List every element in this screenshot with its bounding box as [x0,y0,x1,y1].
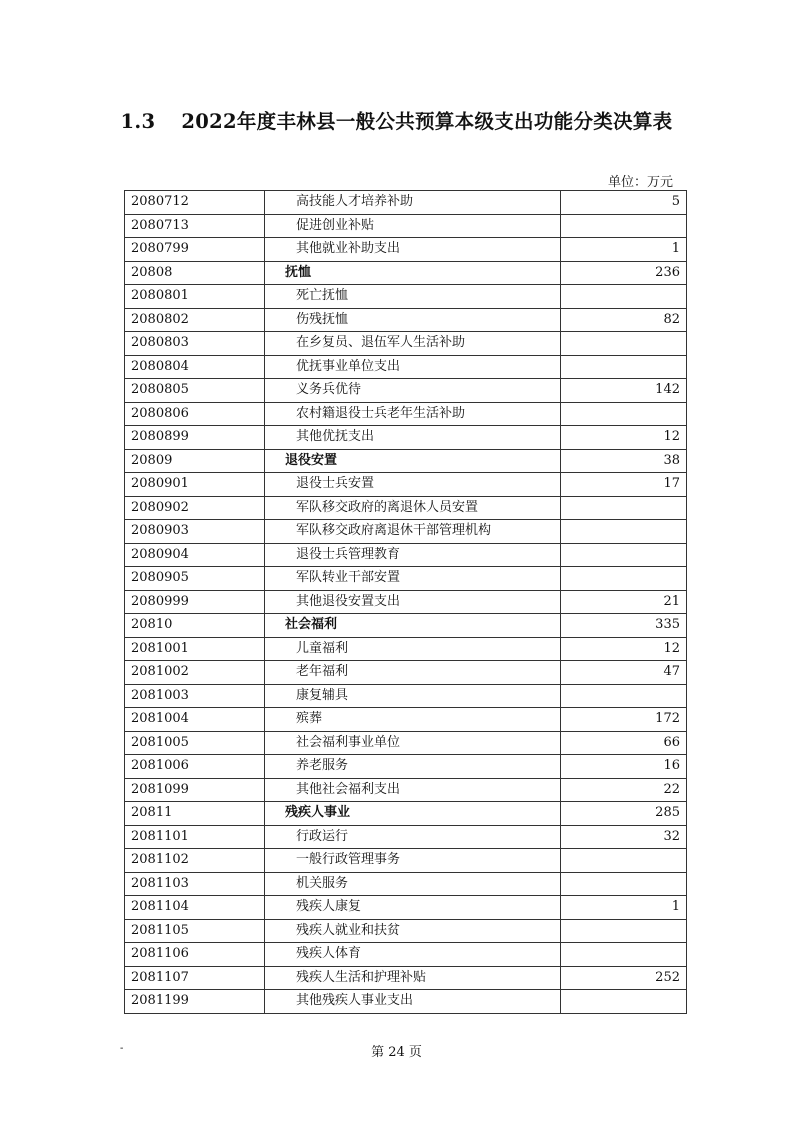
row-name: 死亡抚恤 [296,288,349,304]
table-row [125,919,687,943]
row-code: 2080904 [125,543,265,567]
table-row [125,449,687,473]
footer-dash: - [120,1043,124,1054]
row-value [561,990,687,1014]
row-name: 促进创业补贴 [296,217,375,233]
row-value: 22 [561,778,687,802]
row-code: 2080799 [125,238,265,262]
row-value: 12 [561,637,687,661]
row-name: 农村籍退役士兵老年生活补助 [296,405,466,421]
page-number: 第 24 页 [371,1045,422,1060]
row-name: 社会福利 [285,617,338,633]
row-code: 2081104 [125,896,265,920]
table-row [125,661,687,685]
table-row [125,637,687,661]
row-value [561,285,687,309]
row-value [561,543,687,567]
table-row [125,520,687,544]
row-name: 残疾人康复 [296,899,362,915]
row-code: 20809 [125,449,265,473]
row-value: 285 [561,802,687,826]
table-row [125,308,687,332]
row-name: 义务兵优待 [296,382,362,398]
row-value: 66 [561,731,687,755]
row-value: 252 [561,966,687,990]
row-code: 2081106 [125,943,265,967]
unit-label: 单位：万元 [607,175,673,190]
row-code: 2080802 [125,308,265,332]
row-value: 38 [561,449,687,473]
row-code: 2080999 [125,590,265,614]
row-code: 20808 [125,261,265,285]
row-code: 2081105 [125,919,265,943]
table-row [125,849,687,873]
row-code: 2081107 [125,966,265,990]
row-code: 2081103 [125,872,265,896]
row-code: 2080902 [125,496,265,520]
row-name: 军队转业干部安置 [296,570,401,586]
table-row [125,567,687,591]
row-value: 172 [561,708,687,732]
row-code: 2080899 [125,426,265,450]
row-value [561,684,687,708]
row-value: 32 [561,825,687,849]
row-value: 82 [561,308,687,332]
row-name: 伤残抚恤 [296,311,349,327]
row-name: 其他社会福利支出 [296,781,401,797]
row-name: 儿童福利 [296,640,349,656]
table-row [125,214,687,238]
row-code: 2081006 [125,755,265,779]
row-name: 一般行政管理事务 [296,852,401,868]
row-code: 2081099 [125,778,265,802]
row-value: 12 [561,426,687,450]
row-code: 20810 [125,614,265,638]
table-row [125,379,687,403]
row-name: 机关服务 [296,875,349,891]
page-title [0,106,793,134]
row-name: 殡葬 [296,711,323,727]
row-code: 2080905 [125,567,265,591]
row-value [561,520,687,544]
table-row [125,684,687,708]
table-row [125,708,687,732]
table-row [125,332,687,356]
row-value [561,919,687,943]
row-value: 5 [561,191,687,215]
row-value [561,332,687,356]
title-number: 1.3 [120,110,156,133]
row-name: 行政运行 [296,828,349,844]
row-name: 退役士兵安置 [296,476,375,492]
row-code: 2080903 [125,520,265,544]
table-row [125,731,687,755]
row-name: 康复辅具 [296,687,349,703]
table-row [125,543,687,567]
row-value: 17 [561,473,687,497]
title-text: 2022年度丰林县一般公共预算本级支出功能分类决算表 [181,110,673,133]
table-row [125,872,687,896]
table-row [125,778,687,802]
table-row [125,590,687,614]
row-name: 老年福利 [296,664,349,680]
row-value: 335 [561,614,687,638]
row-name: 其他就业补助支出 [296,241,401,257]
row-value: 142 [561,379,687,403]
row-name: 养老服务 [296,758,349,774]
table-row [125,802,687,826]
row-name: 残疾人就业和扶贫 [296,922,401,938]
row-name: 军队移交政府离退休干部管理机构 [296,523,492,539]
table-row [125,755,687,779]
table-row [125,261,687,285]
table-row [125,473,687,497]
table-row [125,966,687,990]
table-row [125,990,687,1014]
row-name: 在乡复员、退伍军人生活补助 [296,335,466,351]
row-code: 2081002 [125,661,265,685]
row-name: 退役安置 [285,452,338,468]
row-name: 残疾人事业 [285,805,351,821]
budget-table [124,190,687,1014]
row-name: 高技能人才培养补助 [296,194,414,210]
row-value [561,943,687,967]
row-value: 1 [561,238,687,262]
table-row [125,496,687,520]
row-code: 2080713 [125,214,265,238]
row-code: 2080712 [125,191,265,215]
row-code: 2080801 [125,285,265,309]
row-value [561,849,687,873]
row-value: 1 [561,896,687,920]
row-code: 2080806 [125,402,265,426]
row-value: 47 [561,661,687,685]
row-code: 2081005 [125,731,265,755]
table-row [125,402,687,426]
row-name: 其他优抚支出 [296,429,375,445]
row-name: 抚恤 [285,264,312,280]
table-row [125,943,687,967]
table-row [125,238,687,262]
row-name: 残疾人生活和护理补贴 [296,969,427,985]
row-name: 军队移交政府的离退休人员安置 [296,499,479,515]
table-row [125,825,687,849]
row-code: 2080804 [125,355,265,379]
table-row [125,614,687,638]
table-row [125,426,687,450]
row-code: 2081001 [125,637,265,661]
row-code: 2081004 [125,708,265,732]
row-value: 21 [561,590,687,614]
row-value [561,872,687,896]
row-name: 社会福利事业单位 [296,734,401,750]
row-name: 退役士兵管理教育 [296,546,401,562]
row-name: 其他残疾人事业支出 [296,993,414,1009]
table-row [125,285,687,309]
row-value: 236 [561,261,687,285]
row-value: 16 [561,755,687,779]
row-code: 2081102 [125,849,265,873]
row-code: 2081101 [125,825,265,849]
row-code: 2081003 [125,684,265,708]
table-row [125,191,687,215]
row-value [561,214,687,238]
table-row [125,355,687,379]
table-row [125,896,687,920]
row-value [561,567,687,591]
row-value [561,355,687,379]
row-code: 2081199 [125,990,265,1014]
row-name: 残疾人体育 [296,946,362,962]
row-name: 优抚事业单位支出 [296,358,401,374]
row-name: 其他退役安置支出 [296,593,401,609]
row-code: 20811 [125,802,265,826]
row-code: 2080901 [125,473,265,497]
row-code: 2080803 [125,332,265,356]
row-value [561,402,687,426]
row-code: 2080805 [125,379,265,403]
row-value [561,496,687,520]
